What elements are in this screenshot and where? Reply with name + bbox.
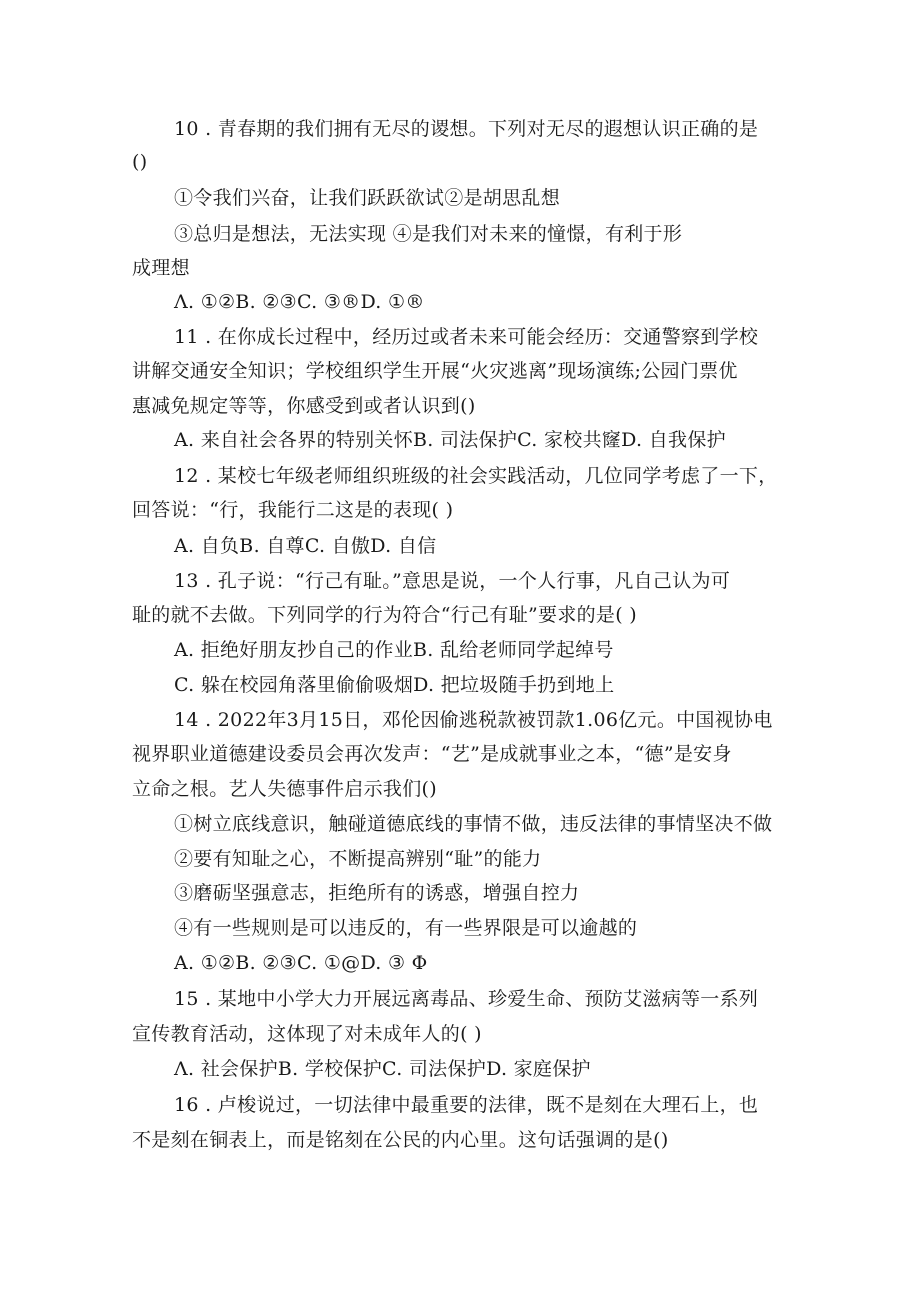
q12-line-2: 回答说：“行，我能行二这是的表现( ) [132, 499, 454, 521]
q14-statement-3: ③磨砺坚强意志，拒绝所有的诱惑，增强自控力 [174, 882, 580, 904]
q12-options: A. 自负B. 自尊C. 自傲D. 自信 [174, 535, 437, 557]
q14-statement-2: ②要有知耻之心，不断提高辨别“耻”的能力 [174, 848, 542, 870]
q14-options: A. ①②B. ②③C. ①@D. ③ Φ [174, 952, 428, 974]
q11-options: A. 来自社会各界的特别关怀B. 司法保护C. 家校共窿D. 自我保护 [174, 429, 726, 451]
q14-line-3: 立命之根。艺人失德事件启示我们() [132, 778, 437, 800]
q14-line-1: 14 . 2022年3月15日，邓伦因偷逃税款被罚款1.06亿元。中国视协电 [174, 709, 773, 731]
q11-line-3: 惠减免规定等等，你感受到或者认识到() [132, 395, 476, 417]
q15-options: Λ. 社会保护B. 学校保护C. 司法保护D. 家庭保护 [174, 1058, 591, 1080]
q16-line-2: 不是刻在铜表上，而是铭刻在公民的内心里。这句话强调的是() [132, 1129, 669, 1151]
q16-line-1: 16 . 卢梭说过，一切法律中最重要的法律，既不是刻在大理石上，也 [174, 1094, 759, 1116]
q14-statement-4: ④有一些规则是可以违反的，有一些界限是可以逾越的 [174, 917, 638, 939]
q14-line-2: 视界职业道德建设委员会再次发声：“艺”是成就事业之本，“德”是安身 [132, 743, 732, 765]
q13-line-1: 13 . 孔子说：“行己有耻。”意思是说，一个人行事，凡自己认为可 [174, 570, 731, 592]
q15-line-2: 宣传教育活动，这体现了对未成年人的( ) [132, 1023, 482, 1045]
q10-line-1: 10 . 青春期的我们拥有无尽的谡想。下列对无尽的遐想认识正确的是 [174, 118, 759, 140]
q11-line-1: 11 . 在你成长过程中，经历过或者未来可能会经历：交通警察到学校 [174, 326, 759, 348]
q10-options: Λ. ①②B. ②③C. ③®D. ①® [174, 291, 425, 313]
q15-line-1: 15 . 某地中小学大力开展远离毒品、珍爱生命、预防艾滋病等一系列 [174, 988, 759, 1010]
q10-line-3: ①令我们兴奋，让我们跃跃欲试②是胡思乱想 [174, 187, 561, 209]
q13-line-2: 耻的就不去做。下列同学的行为符合“行己有耻”要求的是( ) [132, 604, 637, 626]
q13-options-c-d: C. 躲在校园角落里偷偷吸烟D. 把垃圾随手扔到地上 [174, 674, 615, 696]
q12-line-1: 12 . 某校七年级老师组织班级的社会实践活动，几位同学考虑了一下， [174, 465, 778, 487]
q13-options-a-b: A. 拒绝好朋友抄自己的作业B. 乱给老师同学起绰号 [174, 639, 614, 661]
q11-line-2: 讲解交通安全知识；学校组织学生开展“火灾逃离”现场演练;公园门票优 [132, 360, 738, 382]
q10-line-4: ③总归是想法，无法实现 ④是我们对未来的憧憬，有利于形 [174, 223, 683, 245]
q10-line-5: 成理想 [132, 257, 190, 279]
q10-line-2: () [132, 151, 148, 173]
q14-statement-1: ①树立底线意识，触碰道德底线的事情不做，违反法律的事情坚决不做 [174, 813, 773, 835]
